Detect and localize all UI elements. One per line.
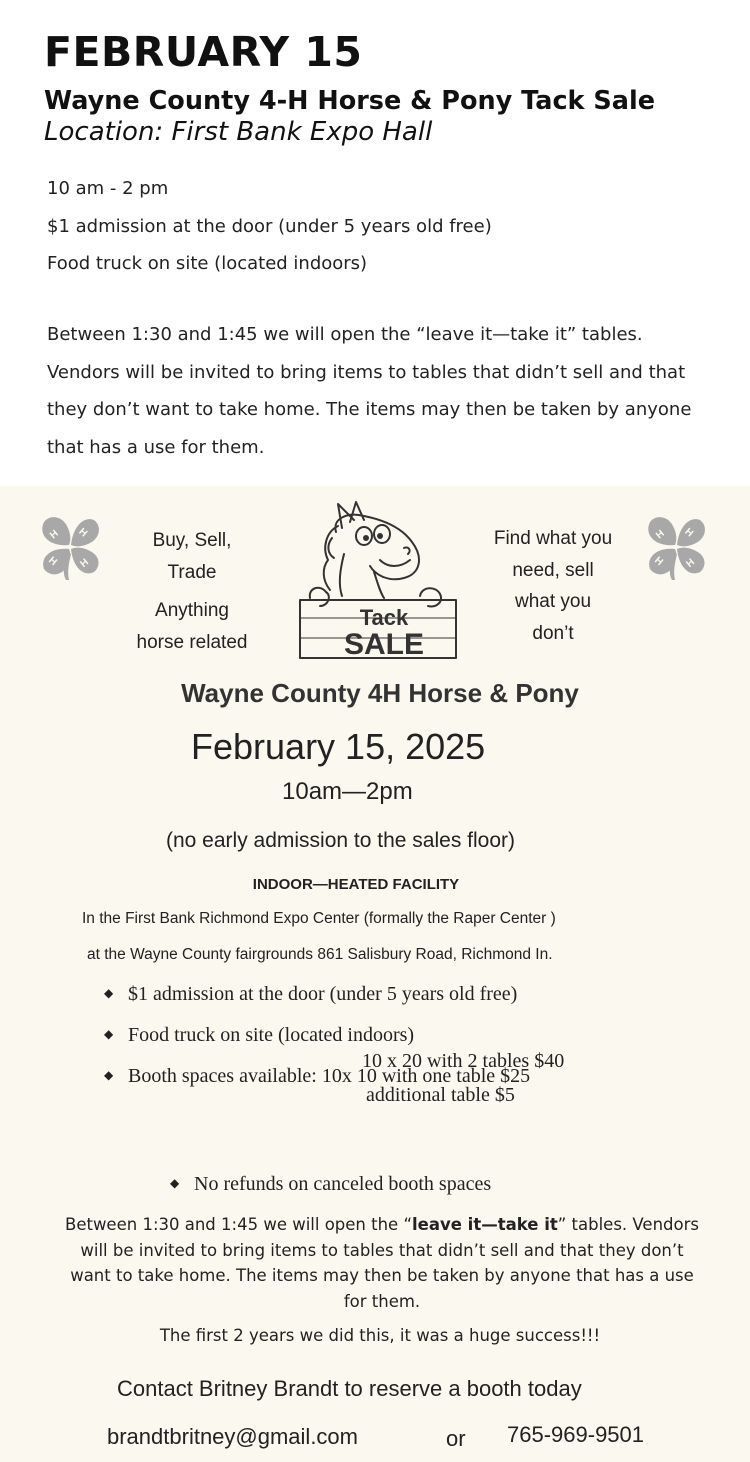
event-details xyxy=(47,170,492,283)
svg-text:H: H xyxy=(652,555,665,569)
event-admission: $1 admission at the door (under 5 years old free) xyxy=(47,215,492,237)
list-item: ◆ Food truck on site (located indoors) xyxy=(104,1024,415,1046)
svg-text:H: H xyxy=(654,528,667,542)
event-title: Wayne County 4-H Horse & Pony Tack Sale xyxy=(44,86,656,116)
contact-email: brandtbritney@gmail.com xyxy=(107,1424,358,1449)
svg-text:H: H xyxy=(46,555,59,569)
list-item: ◆ Booth spaces available: 10x 10 with one table $25 xyxy=(104,1065,531,1087)
four-h-clover-icon xyxy=(38,514,102,580)
list-item: ◆ No refunds on canceled booth spaces xyxy=(170,1173,492,1195)
flyer-leave-it-paragraph: Between 1:30 and 1:45 we will open the “leave it—take it” tables. Vendors will be invited to bring items to tables that didn’t sell and that they don’t want to take home. The items may then be taken by anyone that has a use for them. xyxy=(65,1215,699,1311)
flyer-title: Wayne County 4H Horse & Pony xyxy=(181,678,579,708)
flyer-location-line-2: at the Wayne County fairgrounds 861 Salisbury Road, Richmond In. xyxy=(87,946,553,963)
flyer-date: February 15, 2025 xyxy=(191,726,486,767)
four-h-clover-icon xyxy=(644,514,708,580)
event-location: Location: First Bank Expo Hall xyxy=(44,117,433,147)
indoor-facility-label: INDOOR—HEATED FACILITY xyxy=(252,876,460,893)
booth-option-additional-table: additional table $5 xyxy=(366,1084,515,1106)
bullet-icon: ◆ xyxy=(170,1175,180,1190)
logo-tack-label: Tack xyxy=(359,605,409,630)
no-early-admission-note: (no early admission to the sales floor) xyxy=(166,829,515,852)
event-summary xyxy=(0,0,750,486)
list-item: ◆ $1 admission at the door (under 5 years old free) xyxy=(104,983,518,1005)
event-food-truck: Food truck on site (located indoors) xyxy=(47,253,368,274)
flyer-location-line-1: In the First Bank Richmond Expo Center (formally the Raper Center ) xyxy=(82,910,556,927)
logo-sale-label: SALE xyxy=(343,628,425,661)
svg-text:H: H xyxy=(76,526,90,540)
find-what-you-need-text: Find what you need, sell what you don’t xyxy=(493,528,613,644)
contact-line: Contact Britney Brandt to reserve a booth today xyxy=(117,1376,582,1401)
svg-text:H: H xyxy=(78,556,91,570)
svg-text:H: H xyxy=(682,526,696,540)
bullet-icon: ◆ xyxy=(104,1026,114,1041)
tack-sale-horse-logo xyxy=(292,498,462,668)
booth-option-10x20: 10 x 20 with 2 tables $40 xyxy=(362,1050,565,1072)
bullet-icon: ◆ xyxy=(104,1067,114,1082)
contact-phone: 765-969-9501 xyxy=(507,1422,645,1447)
flyer-time: 10am—2pm xyxy=(282,778,413,805)
event-date-heading: FEBRUARY 15 xyxy=(44,28,363,76)
success-note: The first 2 years we did this, it was a huge success!!! xyxy=(159,1326,601,1345)
tack-sale-flyer xyxy=(0,486,750,1462)
svg-text:H: H xyxy=(684,556,697,570)
buy-sell-trade-text: Buy, Sell, Trade Anything horse related xyxy=(136,530,248,653)
contact-or-separator: or xyxy=(446,1426,466,1451)
event-time: 10 am - 2 pm xyxy=(47,178,169,199)
svg-text:H: H xyxy=(48,528,61,542)
bullet-icon: ◆ xyxy=(104,985,114,1000)
leave-it-take-it-paragraph: Between 1:30 and 1:45 we will open the “leave it—take it” tables. Vendors will be invited to bring items to tables that didn’t sell and that they don’t want to take home. The items may then be taken by anyone that has a use for them. xyxy=(47,324,692,458)
